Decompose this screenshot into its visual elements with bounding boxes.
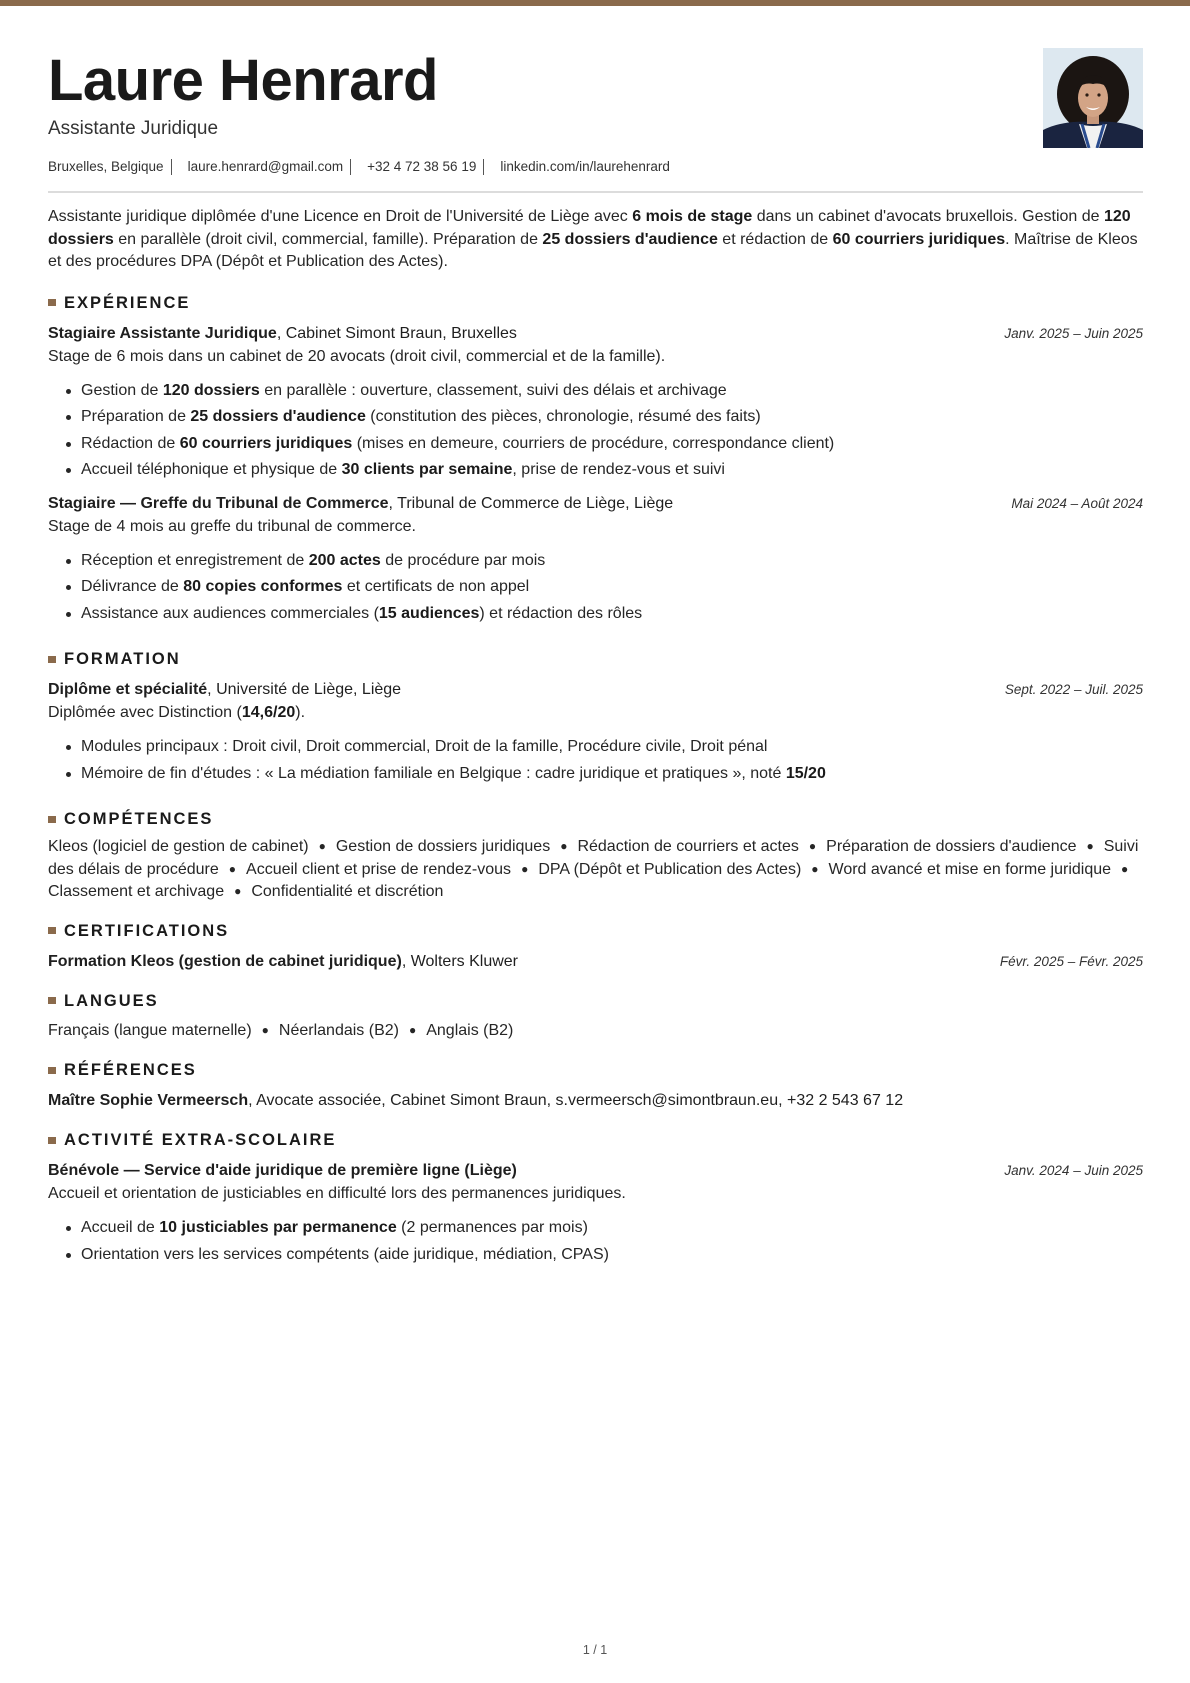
bullet-separator-icon: ● — [228, 861, 237, 876]
bullet-separator-icon: ● — [408, 1022, 417, 1037]
bullet-item: Assistance aux audiences commerciales (15 audiences) et rédaction des rôles — [64, 601, 1143, 628]
activity-entry — [48, 1159, 1143, 1268]
skill-item: DPA (Dépôt et Publication des Actes) — [538, 860, 802, 878]
skill-item: Confidentialité et discrétion — [251, 883, 444, 900]
bullet-item: Réception et enregistrement de 200 actes de procédure par mois — [64, 548, 1143, 575]
entry-header — [48, 322, 1143, 345]
section-references — [48, 1059, 1143, 1112]
skill-item: Suivi des délais de procédure — [48, 838, 1139, 878]
section-experience — [48, 292, 1143, 628]
bullet-separator-icon: ● — [808, 839, 817, 853]
section-skills — [48, 808, 1143, 904]
bullet-item: Modules principaux : Droit civil, Droit commercial, Droit de la famille, Procédure civile, Droit pénal — [64, 734, 1143, 761]
page-indicator: 1 / 1 — [582, 1643, 608, 1657]
bullet-item: Délivrance de 80 copies conformes et certificats de non appel — [64, 574, 1143, 601]
entry-header — [48, 1089, 1143, 1112]
language-item: Français (langue maternelle) — [48, 1021, 252, 1039]
bullet-list — [48, 378, 1143, 484]
skill-item: Kleos (logiciel de gestion de cabinet) — [48, 838, 309, 855]
certification-title: Formation Kleos (gestion de cabinet juridique) — [48, 952, 402, 970]
entry-description: Stage de 4 mois au greffe du tribunal de commerce. — [48, 517, 416, 535]
bullet-item: Orientation vers les services compétents (aide juridique, médiation, CPAS) — [64, 1242, 1143, 1269]
section-heading-label: COMPÉTENCES — [64, 810, 214, 828]
certification-entry — [48, 950, 1143, 973]
contact-line — [48, 158, 670, 176]
section-heading-label: ACTIVITÉ EXTRA-SCOLAIRE — [64, 1131, 337, 1149]
section-heading-label: EXPÉRIENCE — [64, 293, 191, 312]
section-heading — [48, 1129, 1143, 1151]
section-heading — [48, 648, 1143, 670]
language-item: Anglais (B2) — [426, 1021, 514, 1039]
experience-entry — [48, 492, 1143, 628]
section-languages — [48, 990, 1143, 1043]
entry-date: Janv. 2025 – Juin 2025 — [1004, 325, 1143, 341]
square-bullet-icon — [48, 1067, 56, 1074]
section-heading — [48, 990, 1143, 1012]
section-heading — [48, 920, 1143, 942]
entry-title — [48, 950, 518, 973]
section-certifications — [48, 920, 1143, 973]
summary-text: en parallèle (droit civil, commercial, famille). Préparation de — [113, 230, 543, 248]
profile-photo — [1043, 48, 1143, 148]
institution: , Université de Liège, Liège — [207, 681, 402, 698]
skills-list — [48, 836, 1143, 904]
bullet-separator-icon: ● — [234, 884, 242, 898]
section-heading — [48, 808, 1143, 830]
employer: , Tribunal de Commerce de Liège, Liège — [388, 494, 674, 512]
entry-title — [48, 1159, 517, 1182]
contact-linkedin[interactable]: linkedin.com/in/laurehenrard — [500, 159, 670, 174]
summary-text: dans un cabinet d'avocats bruxellois. Gestion de — [752, 208, 1104, 225]
candidate-role: Assistante Juridique — [48, 118, 219, 139]
summary-highlight: 6 mois de stage — [632, 208, 753, 225]
square-bullet-icon — [48, 816, 56, 823]
reference-entry — [48, 1089, 1143, 1112]
entry-header — [48, 492, 1143, 515]
portrait-image-icon — [1043, 48, 1143, 148]
employer: , Cabinet Simont Braun, Bruxelles — [276, 324, 517, 342]
section-heading — [48, 1059, 1143, 1081]
summary-highlight: 60 courriers juridiques — [832, 230, 1006, 248]
section-heading-label: CERTIFICATIONS — [64, 921, 230, 940]
reference-details: , Avocate associée, Cabinet Simont Braun, s.vermeersch@simontbraun.eu, +32 2 543 67 12 — [248, 1092, 904, 1109]
summary-text: et rédaction de — [717, 230, 833, 248]
summary-highlight: 25 dossiers d'audience — [542, 230, 718, 248]
bullet-separator-icon: ● — [811, 861, 819, 876]
degree-title: Diplôme et spécialité — [48, 681, 208, 698]
contact-location: Bruxelles, Belgique — [48, 159, 164, 174]
bullet-item: Préparation de 25 dossiers d'audience (constitution des pièces, chronologie, résumé des faits) — [64, 404, 1143, 431]
entry-description: Stage de 6 mois dans un cabinet de 20 avocats (droit civil, commercial et de la famille). — [48, 347, 666, 365]
entry-description: Accueil et orientation de justiciables en difficulté lors des permanences juridiques. — [48, 1185, 626, 1202]
bullet-list — [48, 734, 1143, 787]
contact-phone[interactable]: +32 4 72 38 56 19 — [367, 159, 477, 174]
entry-date: Févr. 2025 – Févr. 2025 — [999, 953, 1143, 969]
section-heading — [48, 292, 1143, 314]
section-education — [48, 648, 1143, 787]
bullet-separator-icon: ● — [318, 839, 326, 853]
section-heading-label: FORMATION — [64, 650, 181, 668]
activity-title: Bénévole — Service d'aide juridique de première ligne (Liège) — [48, 1162, 517, 1179]
contact-separator — [171, 159, 172, 175]
bullet-item: Gestion de 120 dossiers en parallèle : ouverture, classement, suivi des délais et archivage — [64, 378, 1143, 405]
entry-header — [48, 678, 1143, 701]
experience-entry — [48, 322, 1143, 484]
skill-item: Word avancé et mise en forme juridique — [828, 860, 1112, 878]
square-bullet-icon — [48, 299, 56, 306]
languages-list — [48, 1020, 1143, 1043]
square-bullet-icon — [48, 997, 56, 1004]
section-heading-label: RÉFÉRENCES — [64, 1061, 197, 1079]
bullet-separator-icon: ● — [1121, 861, 1129, 876]
entry-title — [48, 492, 673, 515]
resume-header — [48, 0, 1143, 193]
job-title: Stagiaire — Greffe du Tribunal de Commerce — [48, 494, 389, 512]
skill-item: Rédaction de courriers et actes — [577, 838, 799, 855]
square-bullet-icon — [48, 927, 56, 934]
square-bullet-icon — [48, 1137, 56, 1144]
skill-item: Accueil client et prise de rendez-vous — [246, 860, 512, 878]
language-item: Néerlandais (B2) — [278, 1021, 399, 1039]
bullet-separator-icon: ● — [1086, 839, 1094, 853]
skill-item: Préparation de dossiers d'audience — [826, 838, 1077, 855]
entry-date: Janv. 2024 – Juin 2025 — [1004, 1163, 1143, 1178]
bullet-item: Rédaction de 60 courriers juridiques (mises en demeure, courriers de procédure, correspondance client) — [64, 431, 1143, 458]
entry-title — [48, 1089, 903, 1112]
bullet-list — [48, 548, 1143, 628]
summary-highlight: 120 dossiers — [48, 208, 1131, 248]
entry-header — [48, 1159, 1143, 1182]
contact-email[interactable]: laure.henrard@gmail.com — [187, 159, 344, 174]
entry-title — [48, 322, 517, 345]
skill-item: Gestion de dossiers juridiques — [335, 838, 551, 855]
section-heading-label: LANGUES — [64, 991, 159, 1010]
contact-separator — [350, 159, 351, 175]
bullet-item: Accueil téléphonique et physique de 30 clients par semaine, prise de rendez-vous et suivi — [64, 457, 1143, 484]
education-entry — [48, 678, 1143, 787]
entry-title — [48, 678, 401, 701]
entry-date: Sept. 2022 – Juil. 2025 — [1004, 682, 1143, 697]
job-title: Stagiaire Assistante Juridique — [48, 324, 277, 342]
bullet-item: Accueil de 10 justiciables par permanence (2 permanences par mois) — [64, 1215, 1143, 1242]
summary-text: . Maîtrise de Kleos et des procédures DPA (Dépôt et Publication des Actes). — [48, 230, 1138, 270]
candidate-name: Laure Henrard — [48, 48, 438, 113]
entry-description: Diplômée avec Distinction (14,6/20). — [48, 704, 306, 721]
skill-item: Classement et archivage — [48, 883, 225, 900]
bullet-separator-icon: ● — [521, 861, 529, 876]
entry-date: Mai 2024 – Août 2024 — [1011, 495, 1143, 511]
square-bullet-icon — [48, 656, 56, 663]
profile-summary — [48, 206, 1143, 274]
summary-text: Assistante juridique diplômée d'une Licence en Droit de l'Université de Liège avec — [48, 208, 633, 225]
resume-page — [48, 0, 1143, 1268]
bullet-separator-icon: ● — [261, 1022, 269, 1037]
bullet-item: Mémoire de fin d'études : « La médiation familiale en Belgique : cadre juridique et pratiques », noté 15/20 — [64, 761, 1143, 788]
reference-name: Maître Sophie Vermeersch — [48, 1092, 249, 1109]
issuer: , Wolters Kluwer — [401, 952, 518, 970]
entry-header — [48, 950, 1143, 973]
bullet-separator-icon: ● — [560, 839, 568, 853]
contact-separator — [483, 159, 484, 175]
bullet-list — [48, 1215, 1143, 1268]
section-extracurricular — [48, 1129, 1143, 1268]
